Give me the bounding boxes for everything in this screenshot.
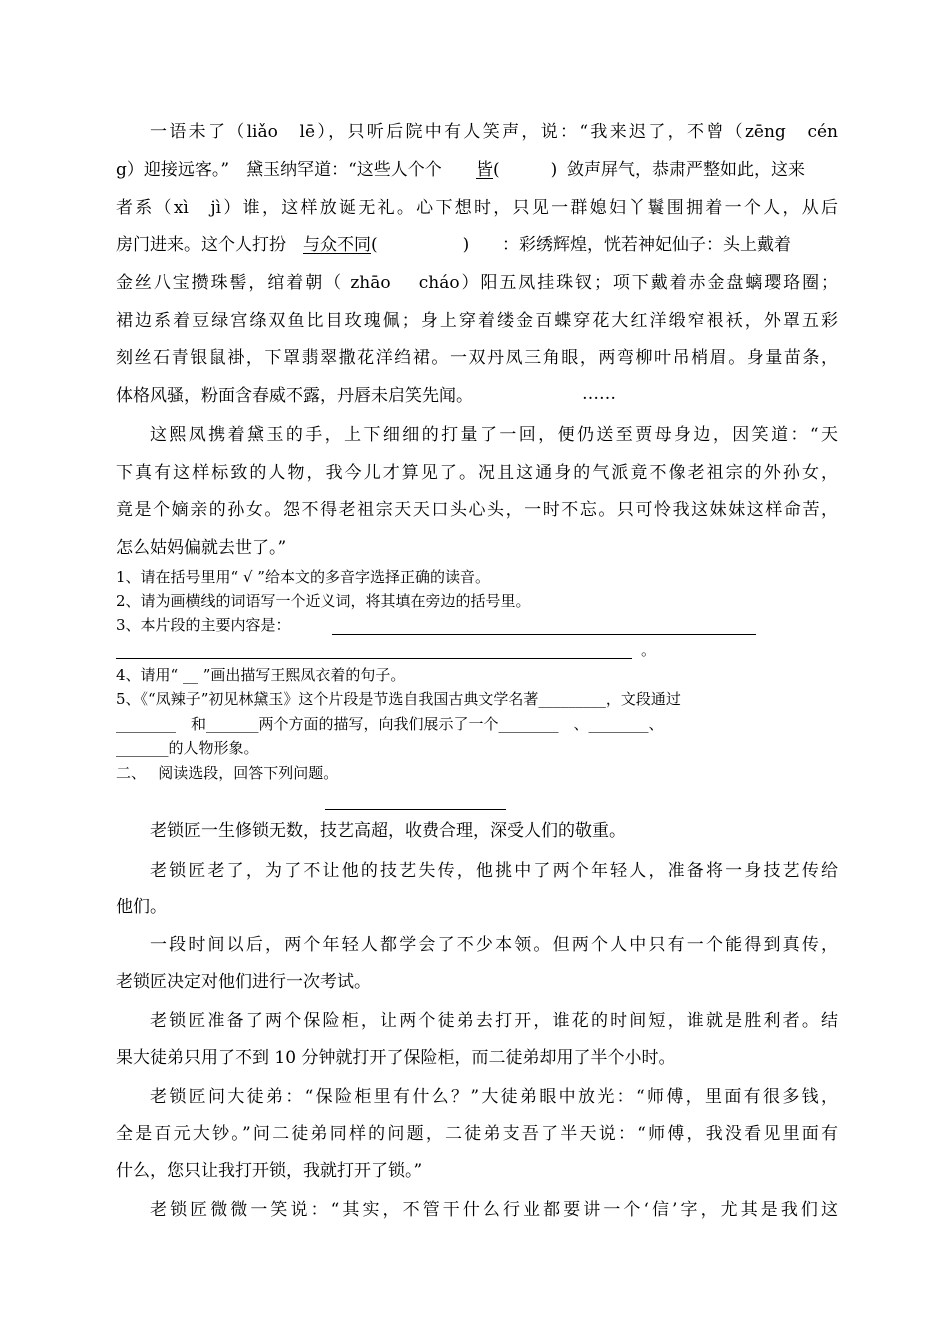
answer-line-3b	[116, 658, 632, 659]
answer-blank-2: ( )	[371, 235, 470, 255]
passage1-line-8: 体格风骚，粉面含春威不露，丹唇未启笑先闻。	[116, 386, 473, 406]
section2-para2-line-2: 他们。	[116, 897, 167, 917]
title-blank-line	[325, 809, 506, 810]
answer-blank-1: ( )	[493, 160, 558, 180]
passage1-line-2a: g）迎接远客。” 黛玉纳罕道：“这些人个个	[116, 160, 442, 180]
question-5-line-2: ________ 和_______两个方面的描写，向我们展示了一个________ 、________、	[116, 715, 664, 733]
passage1-line-4a: 房门进来。这个人打扮	[116, 235, 286, 255]
question-1: 1、请在括号里用“ √ ”给本文的多音字选择正确的读音。	[116, 568, 490, 586]
question-4: 4、请用“ __ ”画出描写王熙凤衣着的句子。	[116, 666, 406, 684]
section-2-heading: 二、 阅读选段，回答下列问题。	[116, 764, 339, 782]
section2-para6-line-1: 老锁匠微微一笑说：“其实，不管干什么行业都要讲一个‘信’字，尤其是我们这	[150, 1200, 838, 1220]
section2-para4-line-1: 老锁匠准备了两个保险柜，让两个徒弟去打开，谁花的时间短，谁就是胜利者。结	[150, 1011, 838, 1031]
underlined-word-yuzhongbutong-text: 与众不同	[303, 235, 371, 255]
passage1-line-5: 金丝八宝攒珠髻，绾着朝（ zhāo cháo）阳五凤挂珠钗；项下戴着赤金盘螭璎珞圈；	[116, 273, 838, 293]
question-2: 2、请为画横线的词语写一个近义词，将其填在旁边的括号里。	[116, 592, 531, 610]
underlined-word-jie-text: 皆	[476, 160, 493, 180]
section2-para1-line-1: 老锁匠一生修锁无数，技艺高超，收费合理，深受人们的敬重。	[150, 821, 626, 841]
passage1-para2-line-1: 这熙凤携着黛玉的手，上下细细的打量了一回，便仍送至贾母身边，因笑道：“天	[150, 425, 838, 445]
passage1-line-2b: 敛声屏气，恭肃严整如此，这来	[567, 160, 805, 180]
section2-para5-line-3: 什么，您只让我打开锁，我就打开了锁。”	[116, 1161, 423, 1181]
section2-para3-line-1: 一段时间以后，两个年轻人都学会了不少本领。但两个人中只有一个能得到真传，	[150, 935, 838, 955]
question-3: 3、本片段的主要内容是：	[116, 616, 291, 634]
section2-para4-line-2: 果大徒弟只用了不到 10 分钟就打开了保险柜，而二徒弟却用了半个小时。	[116, 1048, 676, 1068]
ellipsis: ……	[582, 384, 616, 404]
passage1-para2-line-4: 怎么姑妈偏就去世了。”	[116, 538, 287, 558]
passage1-line-3: 者系（xì jì）谁，这样放诞无礼。心下想时，只见一群媳妇丫鬟围拥着一个人，从后	[116, 198, 838, 218]
answer-line-3a	[332, 634, 756, 635]
question-5-line-3: _______的人物形象。	[116, 739, 259, 757]
section2-para5-line-1: 老锁匠问大徒弟：“保险柜里有什么？”大徒弟眼中放光：“师傅，里面有很多钱，	[150, 1087, 838, 1107]
underlined-word-yuzhongbutong	[303, 237, 469, 254]
question-3-period: 。	[641, 641, 657, 659]
section2-para3-line-2: 老锁匠决定对他们进行一次考试。	[116, 972, 371, 992]
passage1-line-7: 刻丝石青银鼠褂，下罩翡翠撒花洋绉裙。一双丹凤三角眼，两弯柳叶吊梢眉。身量苗条，	[116, 348, 838, 368]
passage1-line-4b: ：彩绣辉煌，恍若神妃仙子：头上戴着	[502, 235, 791, 255]
underlined-word-jie	[476, 162, 557, 179]
section2-para2-line-1: 老锁匠老了，为了不让他的技艺失传，他挑中了两个年轻人，准备将一身技艺传给	[150, 861, 838, 881]
section2-para5-line-2: 全是百元大钞。”问二徒弟同样的问题，二徒弟支吾了半天说：“师傅，我没看见里面有	[116, 1124, 838, 1144]
question-5-line-1: 5、《“凤辣子”初见林黛玉》这个片段是节选自我国古典文学名著_________，文段通过	[116, 690, 681, 708]
passage1-para2-line-2: 下真有这样标致的人物，我今儿才算见了。况且这通身的气派竟不像老祖宗的外孙女，	[116, 463, 838, 483]
passage1-line-6: 裙边系着豆绿宫绦双鱼比目玫瑰佩；身上穿着缕金百蝶穿花大红洋缎窄裉袄，外罩五彩	[116, 311, 838, 331]
passage1-para2-line-3: 竟是个嫡亲的孙女。怨不得老祖宗天天口头心头，一时不忘。只可怜我这妹妹这样命苦，	[116, 500, 838, 520]
passage1-line-1: 一语未了（liǎo lē），只听后院中有人笑声，说：“我来迟了，不曾（zēng cén	[150, 122, 838, 142]
